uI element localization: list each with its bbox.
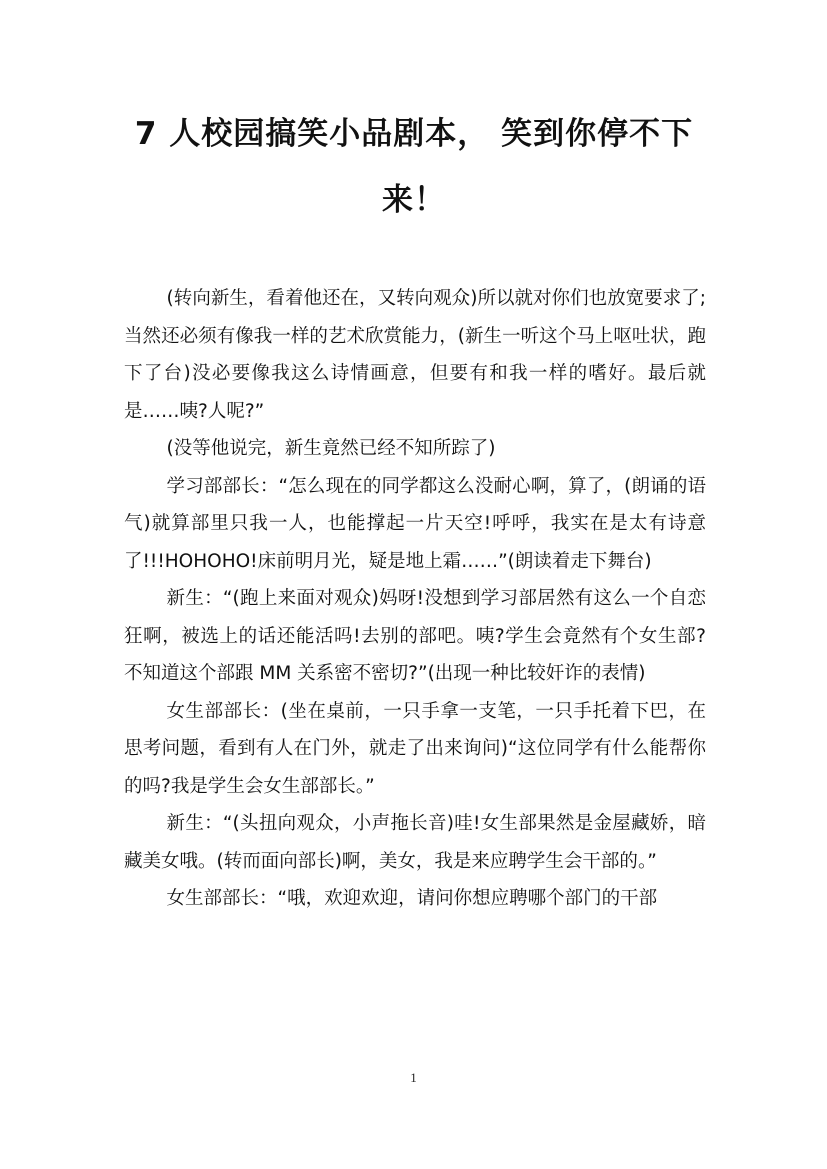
paragraph: (转向新生，看着他还在，又转向观众)所以就对你们也放宽要求了;当然还必须有像我一样的艺术欣赏能力，(新生一听这个马上呕吐状，跑下了台)没必要像我这么诗情画意，但要有和我一样的嗜好。最后就是……咦?人呢?” <box>124 288 706 422</box>
paragraph: 学习部部长：“怎么现在的同学都这么没耐心啊，算了，(朗诵的语气)就算部里只我一人，也能撑起一片天空!呼呼，我实在是太有诗意了!!!HOHOHO!床前明月光，疑是地上霜……”(朗读着走下舞台) <box>124 475 706 572</box>
paragraph: 新生：“(头扭向观众，小声拖长音)哇!女生部果然是金屋藏娇，暗藏美女哦。(转而面向部长)啊，美女，我是来应聘学生会干部的。” <box>124 813 706 872</box>
title-line-1: 7 人校园搞笑小品剧本， 笑到你停不下 <box>134 116 694 152</box>
title-line-2: 来！ <box>382 182 446 218</box>
page-number: 1 <box>410 1070 417 1085</box>
paragraph: 女生部部长：(坐在桌前，一只手拿一支笔，一只手托着下巴，在思考问题，看到有人在门外，就走了出来询问)“这位同学有什么能帮你的吗?我是学生会女生部部长。” <box>124 700 706 797</box>
document-title <box>124 101 704 233</box>
paragraph: 女生部部长：“哦，欢迎欢迎，请问你想应聘哪个部门的干部 <box>166 888 658 909</box>
document-body <box>124 280 706 918</box>
paragraph: 新生：“(跑上来面对观众)妈呀!没想到学习部居然有这么一个自恋狂啊，被选上的话还能活吗!去别的部吧。咦?学生会竟然有个女生部?不知道这个部跟 MM 关系密不密切?”(出现一种比较奸诈的表情) <box>124 588 706 684</box>
paragraph: (没等他说完，新生竟然已经不知所踪了) <box>166 438 496 459</box>
